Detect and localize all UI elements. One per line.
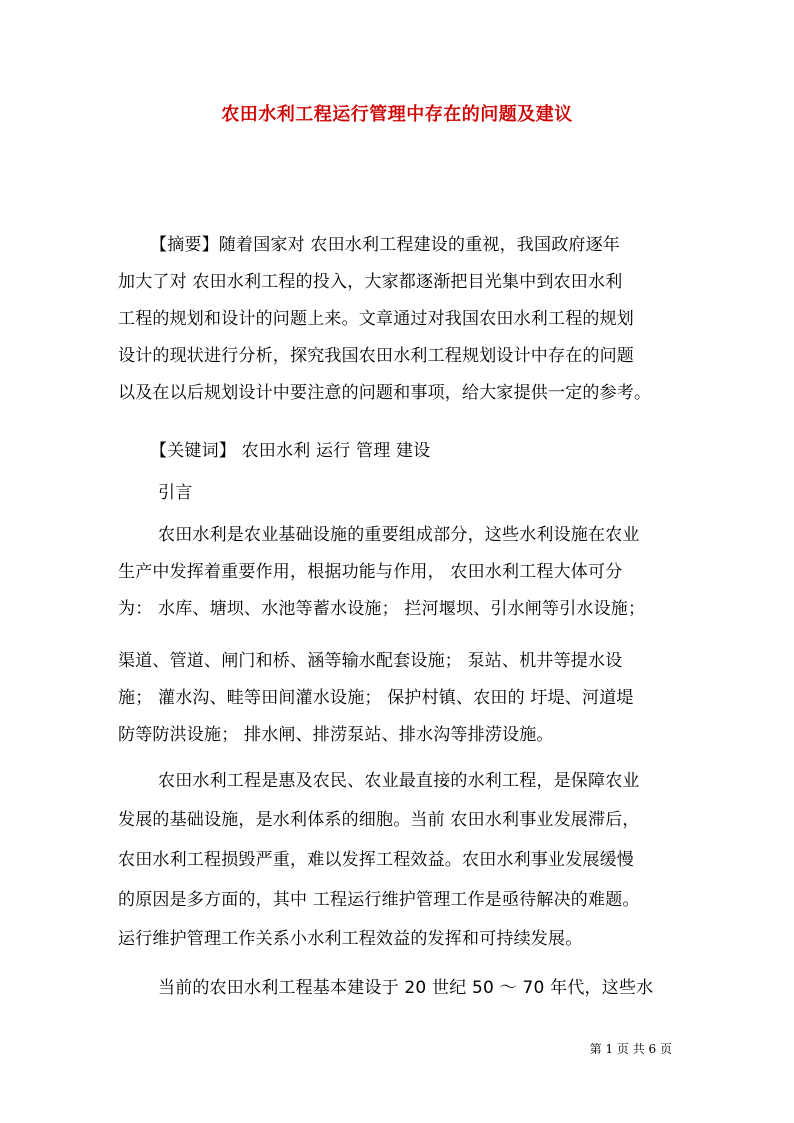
abstract-line-3: 工程的规划和设计的问题上来。文章通过对我国农田水利工程的规划 [118, 309, 634, 329]
paragraph-1-line-2: 生产中发挥着重要作用，根据功能与作用， 农田水利工程大体可分 [118, 562, 623, 582]
paragraph-1-line-1: 农田水利是农业基础设施的重要组成部分，这些水利设施在农业 [158, 525, 640, 545]
abstract-line-4: 设计的现状进行分析，探究我国农田水利工程规划设计中存在的问题 [118, 346, 634, 366]
keywords-line: 【关键词】 农田水利 运行 管理 建设 [150, 441, 431, 461]
paragraph-2-line-4: 的原因是多方面的，其中 工程运行维护管理工作是亟待解决的难题。 [118, 890, 640, 910]
intro-heading: 引言 [158, 483, 193, 503]
paragraph-3-line-1: 当前的农田水利工程基本建设于 20 世纪 50 ～ 70 年代，这些水 [158, 978, 654, 998]
abstract-line-5: 以及在以后规划设计中要注意的问题和事项，给大家提供一定的参考。 [118, 383, 652, 403]
paragraph-2-line-2: 发展的基础设施，是水利体系的细胞。当前 农田水利事业发展滞后， [118, 810, 640, 830]
paragraph-1-line-6: 防等防洪设施； 排水闸、排涝泵站、排水沟等排涝设施。 [118, 725, 554, 745]
paragraph-1-line-5: 施； 灌水沟、畦等田间灌水设施； 保护村镇、农田的 圩堤、河道堤 [118, 688, 634, 708]
abstract-line-1: 【摘要】随着国家对 农田水利工程建设的重视，我国政府逐年 [150, 235, 621, 255]
abstract-line-2: 加大了对 农田水利工程的投入，大家都逐渐把目光集中到农田水利 [118, 272, 623, 292]
paragraph-2-line-5: 运行维护管理工作关系小水利工程效益的发挥和可持续发展。 [118, 929, 583, 949]
paragraph-2-line-1: 农田水利工程是惠及农民、农业最直接的水利工程，是保障农业 [158, 771, 640, 791]
page-number-footer: 第 1 页 共 6 页 [589, 1042, 672, 1056]
paragraph-1-line-3: 为： 水库、塘坝、水池等蓄水设施； 拦河堰坝、引水闸等引水设施； [118, 599, 646, 619]
paragraph-2-line-3: 农田水利工程损毁严重，难以发挥工程效益。农田水利事业发展缓慢 [118, 850, 634, 870]
page-title: 农田水利工程运行管理中存在的问题及建议 [221, 104, 573, 125]
paragraph-1-line-4: 渠道、管道、闸门和桥、涵等输水配套设施； 泵站、机井等提水设 [118, 651, 623, 671]
